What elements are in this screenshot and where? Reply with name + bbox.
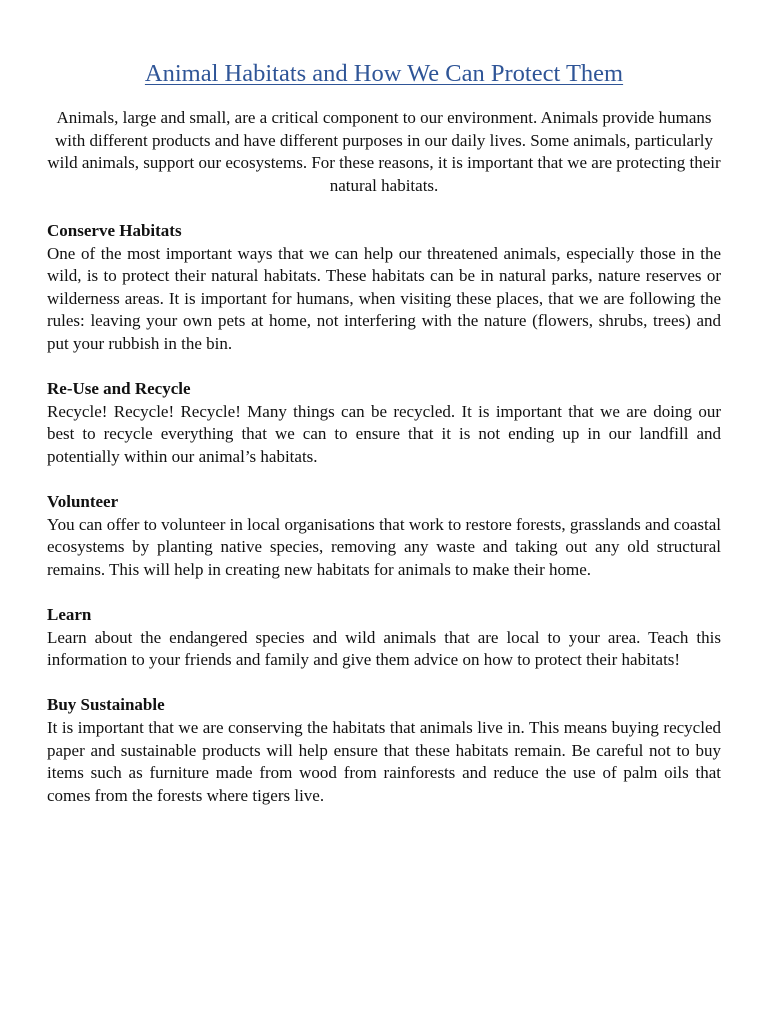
document-title: Animal Habitats and How We Can Protect Them [144, 60, 624, 87]
section-buy-sustainable [47, 694, 721, 807]
section-reuse-recycle [47, 378, 721, 468]
section-heading: Re-Use and Recycle [47, 379, 191, 399]
section-text: One of the most important ways that we can help our threatened animals, especially those in the wild, is to protect their natural habitats. These habitats can be in natural parks, nature reserves or wilderness areas. It is important for humans, when visiting these places, that we are following the rules: leaving your own pets at home, not interfering with the nature (flowers, shrubs, trees) and put your rubbish in the bin. [47, 243, 721, 353]
section-text: Recycle! Recycle! Recycle! Many things can be recycled. It is important that we are doing our best to recycle everything that we can to ensure that it is not ending up in our landfill and potentially within our animal’s habitats. [47, 401, 721, 466]
section-text: It is important that we are conserving the habitats that animals live in. This means buying recycled paper and sustainable products will help ensure that these habitats remain. Be careful not to buy items such as furniture made from wood from rainforests and reduce the use of palm oils that comes from the forests where tigers live. [47, 718, 721, 805]
section-text: Learn about the endangered species and wild animals that are local to your area. Teach this information to your friends and family and give them advice on how to protect their habitats! [47, 627, 721, 670]
section-conserve-habitats [47, 220, 721, 356]
section-learn [47, 604, 721, 672]
section-heading: Conserve Habitats [47, 220, 182, 240]
document-page [47, 58, 721, 807]
section-text: You can offer to volunteer in local organisations that work to restore forests, grasslands and coastal ecosystems by planting native species, removing any waste and taking out any old structural remains. This will help in creating new habitats for animals to make their home. [47, 514, 721, 579]
section-volunteer [47, 491, 721, 581]
section-heading: Buy Sustainable [47, 695, 165, 715]
section-heading: Volunteer [47, 492, 119, 512]
intro-paragraph: Animals, large and small, are a critical component to our environment. Animals provide humans with different products and have different purposes in our daily lives. Some animals, particularly wild animals, support our ecosystems. For these reasons, it is important that we are protecting their natural habitats. [47, 108, 721, 195]
section-heading: Learn [47, 605, 92, 625]
